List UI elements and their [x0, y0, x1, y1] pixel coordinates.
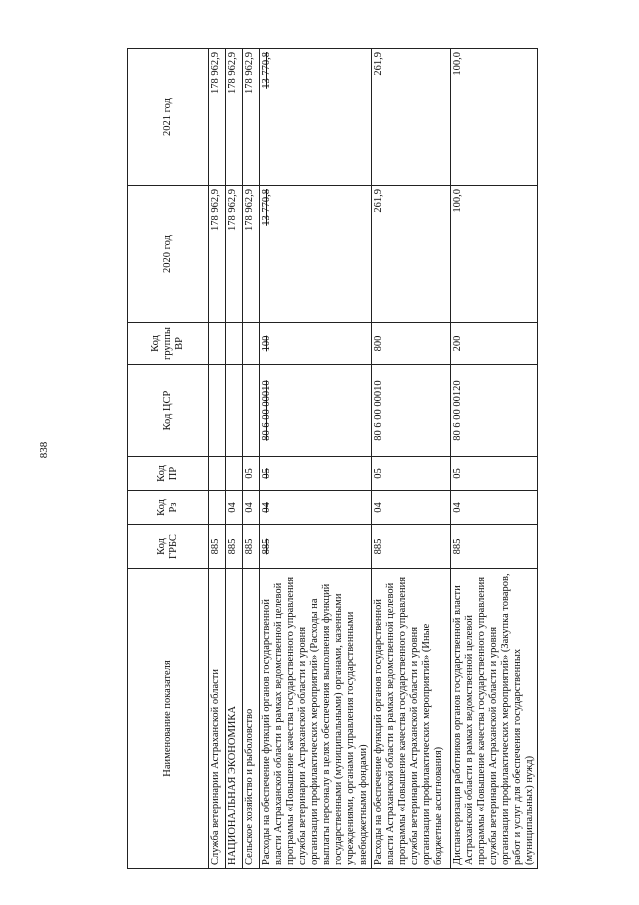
cell-name: Расходы на обеспечение функций органов государственной власти Астраханской области в рамках ведомственной целевой программы «Повышение качества государственного управления службы ветеринарии Астраханской области и уровня организации профилактических мероприятий» (Расходы на выплаты персоналу в целях обеспечения выполнения функций государственными (муниципальными) органами, казенными учреждениями, органами управления государственными внебюджетными фондами) [260, 569, 372, 869]
rotated-table-container [127, 49, 535, 869]
cell-2021: 178 962,9 [226, 49, 243, 186]
table-row [209, 49, 226, 869]
table-row [450, 49, 537, 869]
cell-csr: 80 6 00 00010 [371, 365, 450, 457]
cell-pr: 05 [371, 457, 450, 491]
cell-2021: 261,9 [371, 49, 450, 186]
cell-vr [226, 323, 243, 365]
cell-rz: 04 [371, 491, 450, 525]
cell-csr [226, 365, 243, 457]
cell-grbs: 885 [243, 525, 260, 569]
cell-csr: 80 6 00 00120 [450, 365, 537, 457]
header-2021: 2021 год [128, 49, 209, 186]
table-row [226, 49, 243, 869]
page-number: 838 [38, 441, 50, 459]
cell-name: Сельское хозяйство и рыболовство [243, 569, 260, 869]
cell-rz: 04 [260, 491, 372, 525]
cell-2020: 13 770,8 [260, 186, 372, 323]
table-row [371, 49, 450, 869]
cell-2021: 100,0 [450, 49, 537, 186]
cell-name: Служба ветеринарии Астраханской области [209, 569, 226, 869]
cell-csr [209, 365, 226, 457]
cell-2021: 13 770,8 [260, 49, 372, 186]
cell-csr: 80 6 00 00010 [260, 365, 372, 457]
cell-pr: 05 [243, 457, 260, 491]
cell-name: НАЦИОНАЛЬНАЯ ЭКОНОМИКА [226, 569, 243, 869]
cell-2021: 178 962,9 [243, 49, 260, 186]
cell-vr [209, 323, 226, 365]
cell-2020: 178 962,9 [209, 186, 226, 323]
cell-rz: 04 [450, 491, 537, 525]
header-rz: Код Рз [128, 491, 209, 525]
table-row [243, 49, 260, 869]
cell-vr: 100 [260, 323, 372, 365]
cell-2021: 178 962,9 [209, 49, 226, 186]
cell-grbs: 885 [371, 525, 450, 569]
cell-name: Диспансеризация работников органов государственной власти Астраханской области в рамках ведомственной целевой программы «Повышение качества государственного управления службы ветеринарии Астраханской области и уровня организации профилактических мероприятий» (Закупка товаров, работ и услуг для обеспечения государственных (муниципальных) нужд) [450, 569, 537, 869]
cell-pr [209, 457, 226, 491]
header-name: Наименование показателя [128, 569, 209, 869]
cell-grbs: 885 [226, 525, 243, 569]
cell-2020: 178 962,9 [243, 186, 260, 323]
cell-rz: 04 [226, 491, 243, 525]
table-row [260, 49, 372, 869]
cell-2020: 100,0 [450, 186, 537, 323]
cell-name: Расходы на обеспечение функций органов государственной власти Астраханской области в рамках ведомственной целевой программы «Повышение качества государственного управления службы ветеринарии Астраханской области и уровня организации профилактических мероприятий» (Иные бюджетные ассигнования) [371, 569, 450, 869]
header-vr: Код группы ВР [128, 323, 209, 365]
cell-csr [243, 365, 260, 457]
cell-pr: 05 [260, 457, 372, 491]
cell-rz [209, 491, 226, 525]
header-grbs: Код ГРБС [128, 525, 209, 569]
cell-pr: 05 [450, 457, 537, 491]
cell-2020: 178 962,9 [226, 186, 243, 323]
cell-vr: 800 [371, 323, 450, 365]
table-header-row [128, 49, 209, 869]
cell-rz: 04 [243, 491, 260, 525]
cell-grbs: 885 [260, 525, 372, 569]
budget-table [127, 48, 538, 869]
header-2020: 2020 год [128, 186, 209, 323]
cell-pr [226, 457, 243, 491]
header-csr: Код ЦСР [128, 365, 209, 457]
cell-2020: 261,9 [371, 186, 450, 323]
cell-vr: 200 [450, 323, 537, 365]
cell-vr [243, 323, 260, 365]
header-pr: Код ПР [128, 457, 209, 491]
cell-grbs: 885 [209, 525, 226, 569]
cell-grbs: 885 [450, 525, 537, 569]
